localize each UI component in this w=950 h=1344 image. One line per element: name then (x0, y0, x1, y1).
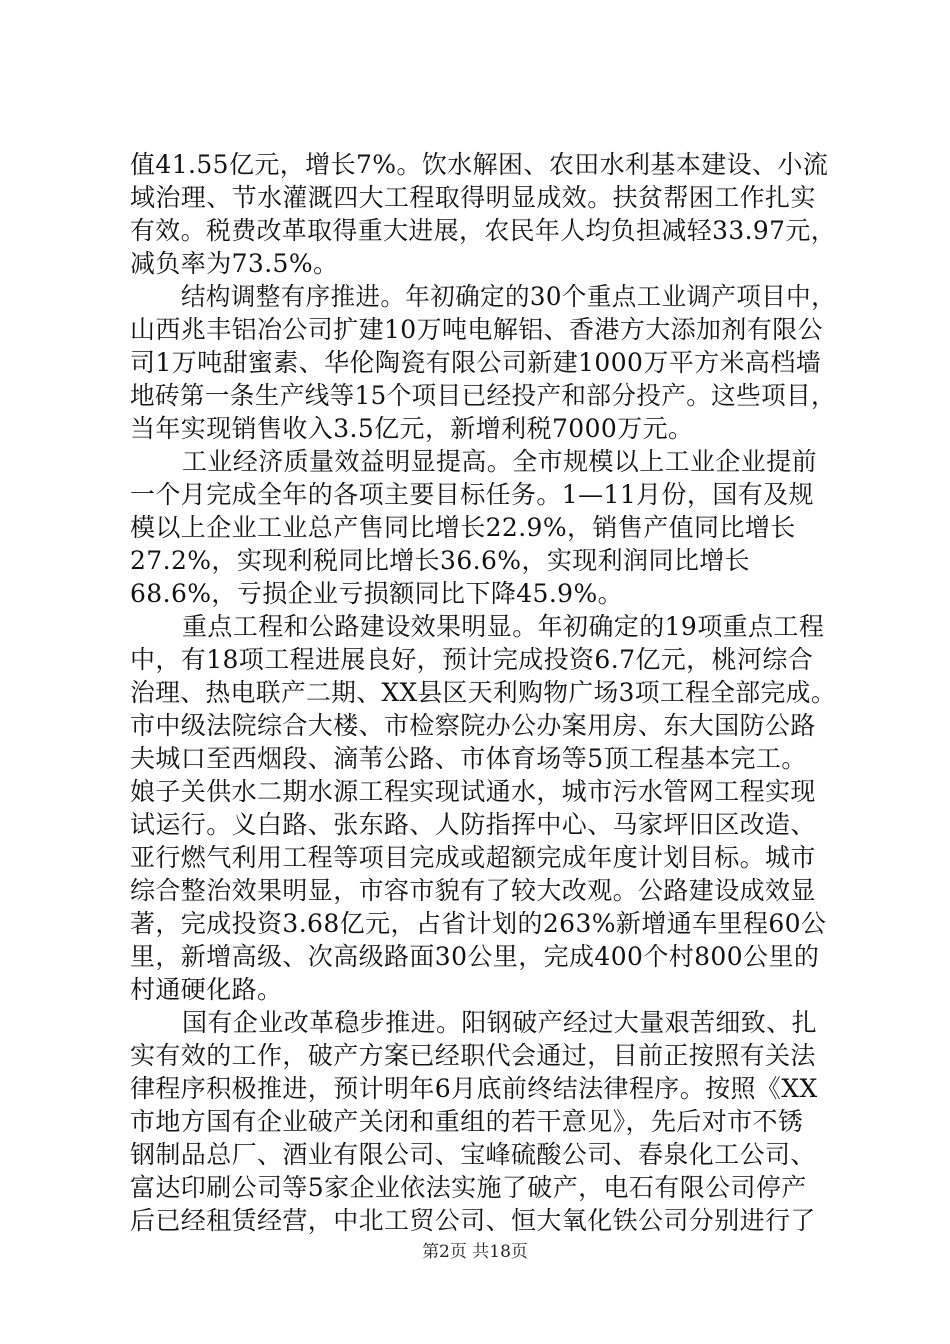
text-line: 夫城口至西烟段、滴苇公路、市体育场等5顶工程基本完工。 (130, 744, 807, 773)
text-line: 中，有18项工程进展良好，预计完成投资6.7亿元，桃河综合 (130, 645, 814, 674)
text-line: 钢制品总厂、酒业有限公司、宝峰硫酸公司、春泉化工公司、 (130, 1140, 816, 1169)
text-line: 村通硬化路。 (130, 975, 283, 1004)
text-line: 亚行燃气利用工程等项目完成或超额完成年度计划目标。城市 (130, 843, 816, 872)
text-line: 减负率为73.5%。 (130, 249, 339, 278)
text-line: 治理、热电联产二期、XX县区天利购物广场3项工程全部完成。 (130, 678, 836, 707)
paragraph-first-line: 结构调整有序推进。年初确定的30个重点工业调产项目中， (181, 282, 837, 311)
text-line: 娘子关供水二期水源工程实现试通水，城市污水管网工程实现 (130, 777, 816, 806)
text-line: 模以上企业工业总产售同比增长22.9%，销售产值同比增长 (130, 513, 796, 542)
text-line: 一个月完成全年的各项主要目标任务。1—11月份，国有及规 (130, 480, 814, 509)
page-footer: 第2页 共18页 (422, 1242, 528, 1262)
text-line: 市中级法院综合大楼、市检察院办公办案用房、东大国防公路 (130, 711, 816, 740)
text-line: 值41.55亿元，增长7%。饮水解困、农田水利基本建设、小流 (130, 150, 829, 179)
text-line: 27.2%，实现利税同比增长36.6%，实现利润同比增长 (130, 546, 751, 575)
paragraph-first-line: 国有企业改革稳步推进。阳钢破产经过大量艰苦细致、扎 (182, 1008, 818, 1037)
text-line: 律程序积极推进，预计明年6月底前终结法律程序。按照《XX (130, 1074, 818, 1103)
text-line: 地砖第一条生产线等15个项目已经投产和部分投产。这些项目， (130, 381, 836, 410)
text-line: 有效。税费改革取得重大进展，农民年人均负担减轻33.97元， (130, 216, 837, 245)
text-line: 市地方国有企业破产关闭和重组的若干意见》，先后对市不锈 (130, 1107, 804, 1136)
document-body (130, 148, 836, 1237)
text-line: 实有效的工作，破产方案已经职代会通过，目前正按照有关法 (130, 1041, 816, 1070)
text-line: 著，完成投资3.68亿元，占省计划的263%新增通车里程60公 (130, 909, 827, 938)
text-line: 域治理、节水灌溉四大工程取得明显成效。扶贫帮困工作扎实 (130, 183, 816, 212)
text-line: 山西兆丰铝冶公司扩建10万吨电解铝、香港方大添加剂有限公 (130, 315, 824, 344)
text-line: 司1万吨甜蜜素、华伦陶瓷有限公司新建1000万平方米高档墙 (130, 348, 822, 377)
text-line: 里，新增高级、次高级路面30公里，完成400个村800公里的 (130, 942, 820, 971)
text-line: 综合整治效果明显，市容市貌有了较大改观。公路建设成效显 (130, 876, 816, 905)
text-line: 当年实现销售收入3.5亿元，新增利税7000万元。 (130, 414, 694, 443)
text-line: 富达印刷公司等5家企业依法实施了破产，电石有限公司停产 (130, 1173, 807, 1202)
text-line: 后已经租赁经营，中北工贸公司、恒大氧化铁公司分别进行了 (130, 1206, 816, 1235)
paragraph-first-line: 重点工程和公路建设效果明显。年初确定的19项重点工程 (182, 612, 825, 641)
text-line: 试运行。义白路、张东路、人防指挥中心、马家坪旧区改造、 (130, 810, 816, 839)
text-line: 68.6%，亏损企业亏损额同比下降45.9%。 (130, 579, 624, 608)
paragraph-first-line: 工业经济质量效益明显提高。全市规模以上工业企业提前 (182, 447, 818, 476)
